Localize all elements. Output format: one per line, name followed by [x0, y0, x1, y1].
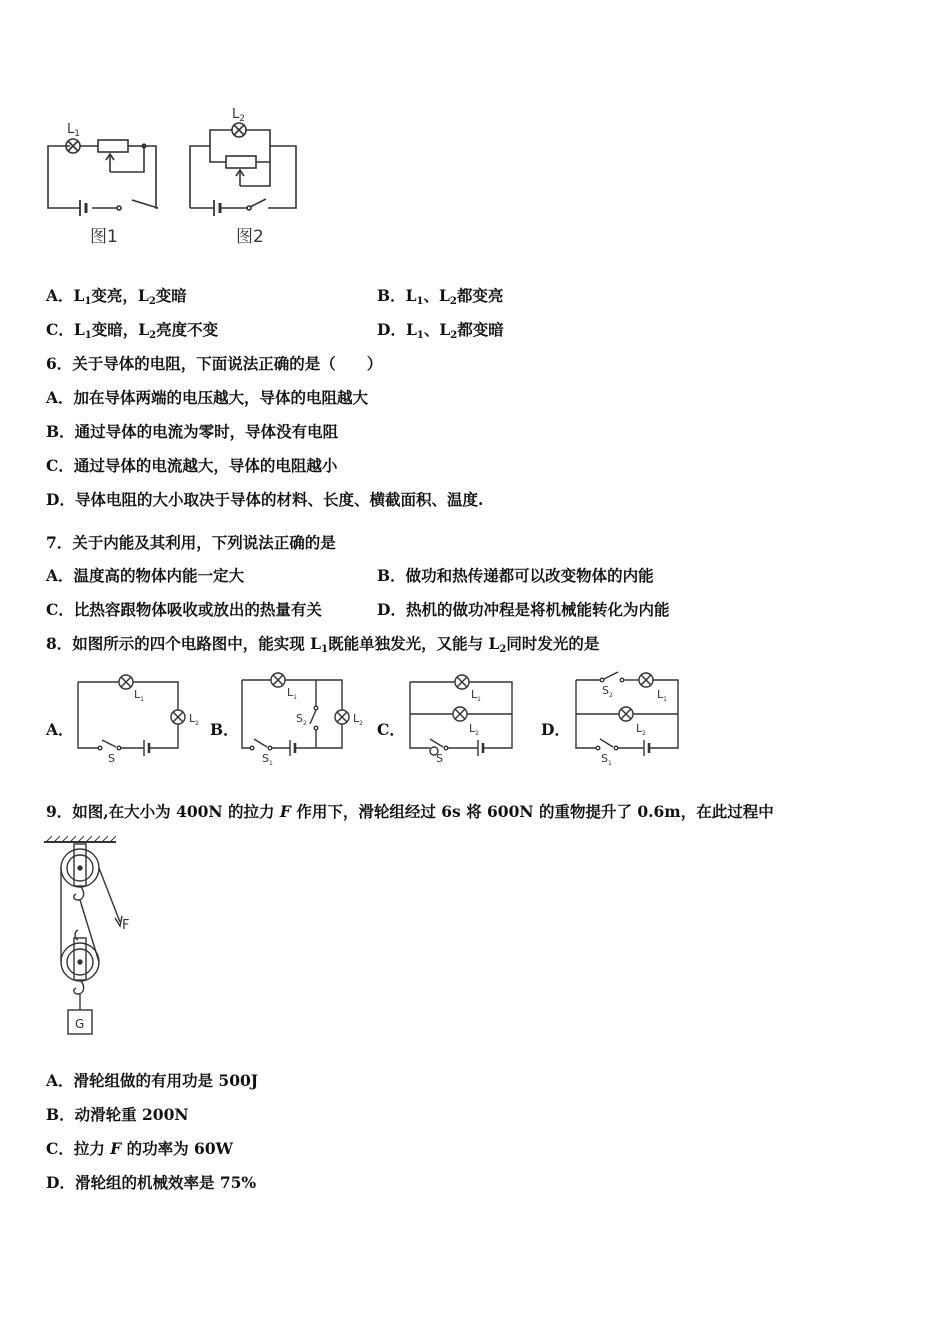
q5-option-c[interactable]: C．$L_1$变暗，$L_2$亮度不变	[46, 320, 219, 341]
q9-stem: 9．如图,在大小为 400N 的拉力 F 作用下，滑轮组经过 6s 将 600N 的重物提升了 0.6m，在此过程中	[46, 802, 774, 821]
q9-option-b[interactable]: B．动滑轮重 200N	[46, 1105, 189, 1124]
q5-option-a[interactable]: A．$L_1$变亮，$L_2$变暗	[46, 286, 187, 307]
q7-option-d[interactable]: D．热机的做功冲程是将机械能转化为内能	[377, 600, 670, 619]
lamp-l2-label: $L_2$	[232, 107, 245, 124]
q9-option-c[interactable]: C．拉力 F 的功率为 60W	[46, 1139, 234, 1158]
q7-stem: 7．关于内能及其利用，下列说法正确的是	[46, 533, 336, 552]
q5-option-d[interactable]: D．$L_1$、$L_2$都变暗	[377, 320, 504, 341]
q8-option-a-label[interactable]: A．	[46, 720, 74, 739]
q7-option-c[interactable]: C．比热容跟物体吸收或放出的热量有关	[46, 600, 322, 619]
q6-option-c[interactable]: C．通过导体的电流越大，导体的电阻越小	[46, 456, 338, 475]
q5-option-b[interactable]: B．$L_1$、$L_2$都变亮	[377, 286, 504, 307]
q8-a-l1-label: $L_1$	[134, 688, 144, 703]
q6-stem: 6．关于导体的电阻，下面说法正确的是（ ）	[46, 354, 383, 373]
q9-option-a[interactable]: A．滑轮组做的有用功是 500J	[46, 1071, 259, 1090]
q8-c-l2-label: $L_2$	[469, 722, 479, 737]
q8-circuit-d	[576, 672, 678, 756]
q6-option-a[interactable]: A．加在导体两端的电压越大，导体的电阻越大	[46, 388, 369, 407]
q8-option-d-label[interactable]: D．	[541, 720, 570, 739]
q8-circuit-diagrams	[70, 666, 690, 772]
q8-d-l1-label: $L_1$	[657, 688, 667, 703]
q8-b-l1-label: $L_1$	[287, 686, 297, 701]
q8-d-s1-label: $S_1$	[601, 752, 612, 767]
q8-circuit-a	[78, 675, 185, 756]
figure-2-caption: 图2	[236, 227, 264, 247]
q8-b-s1-label: $S_1$	[262, 752, 273, 767]
q8-option-c-label[interactable]: C．	[377, 720, 405, 739]
q8-option-b-label[interactable]: B．	[210, 720, 239, 739]
circuit-figure-1	[48, 139, 158, 216]
circuit-figures-1-2	[40, 100, 310, 252]
q9-option-d[interactable]: D．滑轮组的机械效率是 75%	[46, 1173, 257, 1192]
q6-option-b[interactable]: B．通过导体的电流为零时，导体没有电阻	[46, 422, 339, 441]
lamp-l1-label: $L_1$	[67, 122, 80, 139]
q6-option-d[interactable]: D．导体电阻的大小取决于导体的材料、长度、横截面积、温度.	[46, 490, 484, 509]
weight-g-label: G	[75, 1017, 85, 1031]
q8-d-l2-label: $L_2$	[636, 722, 646, 737]
q8-d-s2-label: $S_2$	[602, 684, 613, 699]
figure-1-caption: 图1	[90, 227, 118, 247]
q8-a-switch-label: S	[108, 752, 115, 765]
q8-stem: 8．如图所示的四个电路图中，能实现 $L_1$既能单独发光，又能与 $L_2$同时发光的是	[46, 634, 600, 655]
q8-b-l2-label: $L_2$	[353, 712, 363, 727]
q8-c-switch-label: S	[436, 752, 443, 765]
q7-option-a[interactable]: A．温度高的物体内能一定大	[46, 566, 245, 585]
circuit-figure-2	[190, 123, 296, 216]
q8-a-l2-label: $L_2$	[189, 712, 199, 727]
q7-option-b[interactable]: B．做功和热传递都可以改变物体的内能	[377, 566, 654, 585]
q8-circuit-c	[410, 675, 512, 756]
q8-c-l1-label: $L_1$	[471, 688, 481, 703]
pulley-system-figure	[40, 834, 150, 1044]
force-f-label: F	[122, 918, 130, 933]
q8-b-s2-label: $S_2$	[296, 712, 307, 727]
